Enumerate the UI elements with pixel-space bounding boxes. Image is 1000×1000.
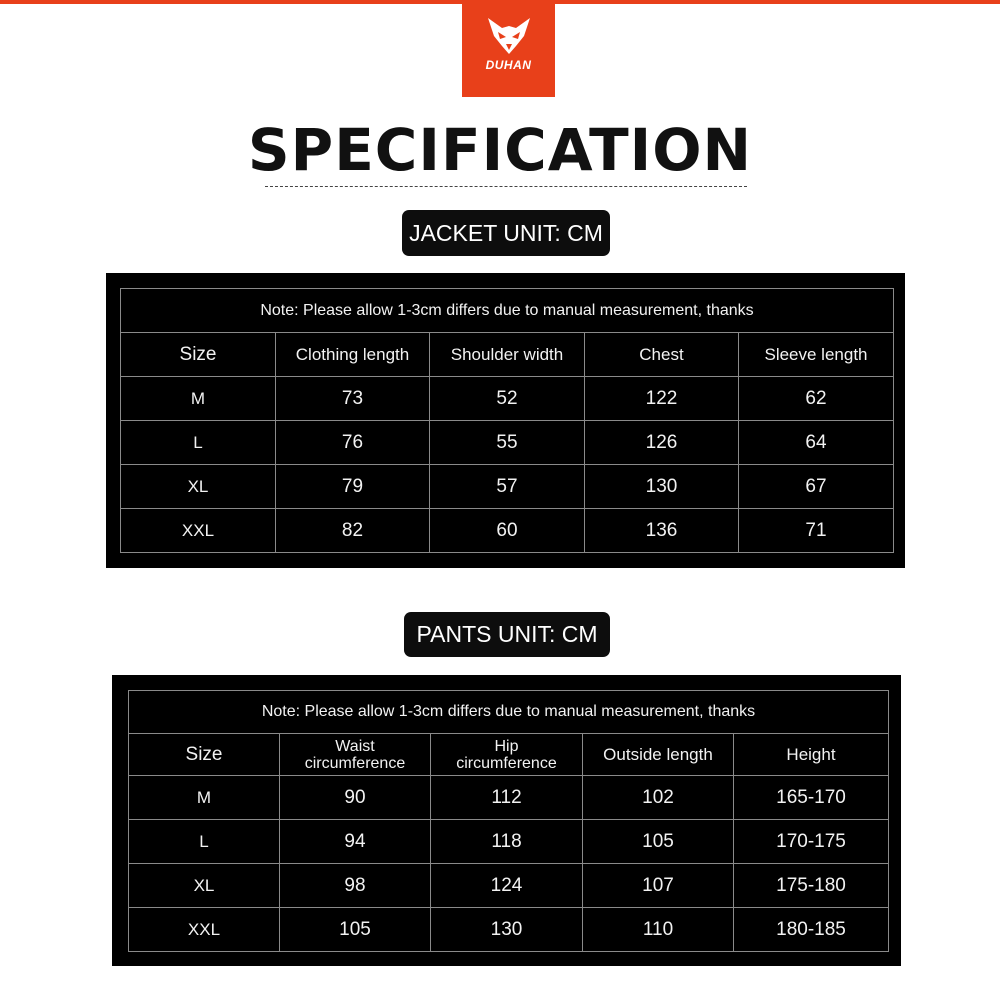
jacket-value-cell: 67 xyxy=(739,465,894,509)
pants-header-cell xyxy=(280,734,431,776)
pants-header-cell xyxy=(734,734,889,776)
pants-value-cell: 94 xyxy=(280,820,431,864)
brand-logo xyxy=(462,4,555,97)
jacket-header-cell: Clothing length xyxy=(276,333,430,377)
jacket-value-cell: 122 xyxy=(585,377,739,421)
pants-value-cell: 175-180 xyxy=(734,864,889,908)
jacket-header-cell: Shoulder width xyxy=(430,333,585,377)
jacket-header-cell: Size xyxy=(121,333,276,377)
jacket-size-table xyxy=(120,288,894,553)
jacket-note: Note: Please allow 1-3cm differs due to manual measurement, thanks xyxy=(121,289,894,333)
jacket-value-cell: 55 xyxy=(430,421,585,465)
pants-value-cell: 180-185 xyxy=(734,908,889,952)
jacket-header-cell: Sleeve length xyxy=(739,333,894,377)
fox-head-icon xyxy=(486,16,532,56)
table-row xyxy=(121,465,894,509)
pants-header-cell xyxy=(431,734,583,776)
pants-size-cell: XXL xyxy=(129,908,280,952)
table-row xyxy=(121,509,894,553)
pants-header-line: Height xyxy=(786,744,836,764)
pants-header-row xyxy=(129,734,889,776)
jacket-size-cell: XXL xyxy=(121,509,276,553)
pants-header-line: circumference xyxy=(304,754,406,772)
pants-value-cell: 130 xyxy=(431,908,583,952)
jacket-value-cell: 60 xyxy=(430,509,585,553)
pants-value-cell: 170-175 xyxy=(734,820,889,864)
pants-note: Note: Please allow 1-3cm differs due to manual measurement, thanks xyxy=(129,691,889,734)
pants-value-cell: 124 xyxy=(431,864,583,908)
table-row xyxy=(121,421,894,465)
pants-value-cell: 98 xyxy=(280,864,431,908)
jacket-value-cell: 71 xyxy=(739,509,894,553)
pants-value-cell: 118 xyxy=(431,820,583,864)
jacket-value-cell: 136 xyxy=(585,509,739,553)
jacket-value-cell: 64 xyxy=(739,421,894,465)
pants-value-cell: 105 xyxy=(280,908,431,952)
jacket-header-cell: Chest xyxy=(585,333,739,377)
pants-header-line: Hip xyxy=(494,737,519,755)
table-row xyxy=(129,908,889,952)
pants-header-line: Size xyxy=(185,743,223,765)
jacket-value-cell: 73 xyxy=(276,377,430,421)
pants-header-line: Waist xyxy=(335,737,375,755)
pants-size-panel xyxy=(112,675,901,966)
pants-size-cell: XL xyxy=(129,864,280,908)
pants-header-line: circumference xyxy=(456,754,557,772)
pants-header-line: Outside length xyxy=(603,744,713,764)
pants-unit-label: PANTS UNIT: CM xyxy=(404,612,610,657)
table-row xyxy=(129,820,889,864)
pants-value-cell: 90 xyxy=(280,776,431,820)
pants-value-cell: 105 xyxy=(583,820,734,864)
pants-size-cell: L xyxy=(129,820,280,864)
jacket-value-cell: 126 xyxy=(585,421,739,465)
pants-value-cell: 107 xyxy=(583,864,734,908)
page-title: SPECIFICATION xyxy=(247,116,753,184)
jacket-value-cell: 57 xyxy=(430,465,585,509)
pants-size-cell: M xyxy=(129,776,280,820)
pants-header-cell xyxy=(129,734,280,776)
brand-name: DUHAN xyxy=(485,58,532,72)
pants-value-cell: 110 xyxy=(583,908,734,952)
jacket-size-cell: L xyxy=(121,421,276,465)
jacket-value-cell: 52 xyxy=(430,377,585,421)
jacket-unit-label: JACKET UNIT: CM xyxy=(402,210,610,256)
jacket-size-cell: M xyxy=(121,377,276,421)
jacket-header-row xyxy=(121,333,894,377)
jacket-value-cell: 62 xyxy=(739,377,894,421)
table-row xyxy=(121,377,894,421)
pants-value-cell: 165-170 xyxy=(734,776,889,820)
jacket-value-cell: 130 xyxy=(585,465,739,509)
title-divider xyxy=(265,186,747,187)
jacket-size-cell: XL xyxy=(121,465,276,509)
pants-header-cell xyxy=(583,734,734,776)
table-row xyxy=(129,776,889,820)
jacket-value-cell: 82 xyxy=(276,509,430,553)
jacket-value-cell: 76 xyxy=(276,421,430,465)
jacket-size-panel xyxy=(106,273,905,568)
pants-value-cell: 102 xyxy=(583,776,734,820)
table-row xyxy=(129,864,889,908)
jacket-value-cell: 79 xyxy=(276,465,430,509)
pants-size-table xyxy=(128,690,889,952)
pants-value-cell: 112 xyxy=(431,776,583,820)
